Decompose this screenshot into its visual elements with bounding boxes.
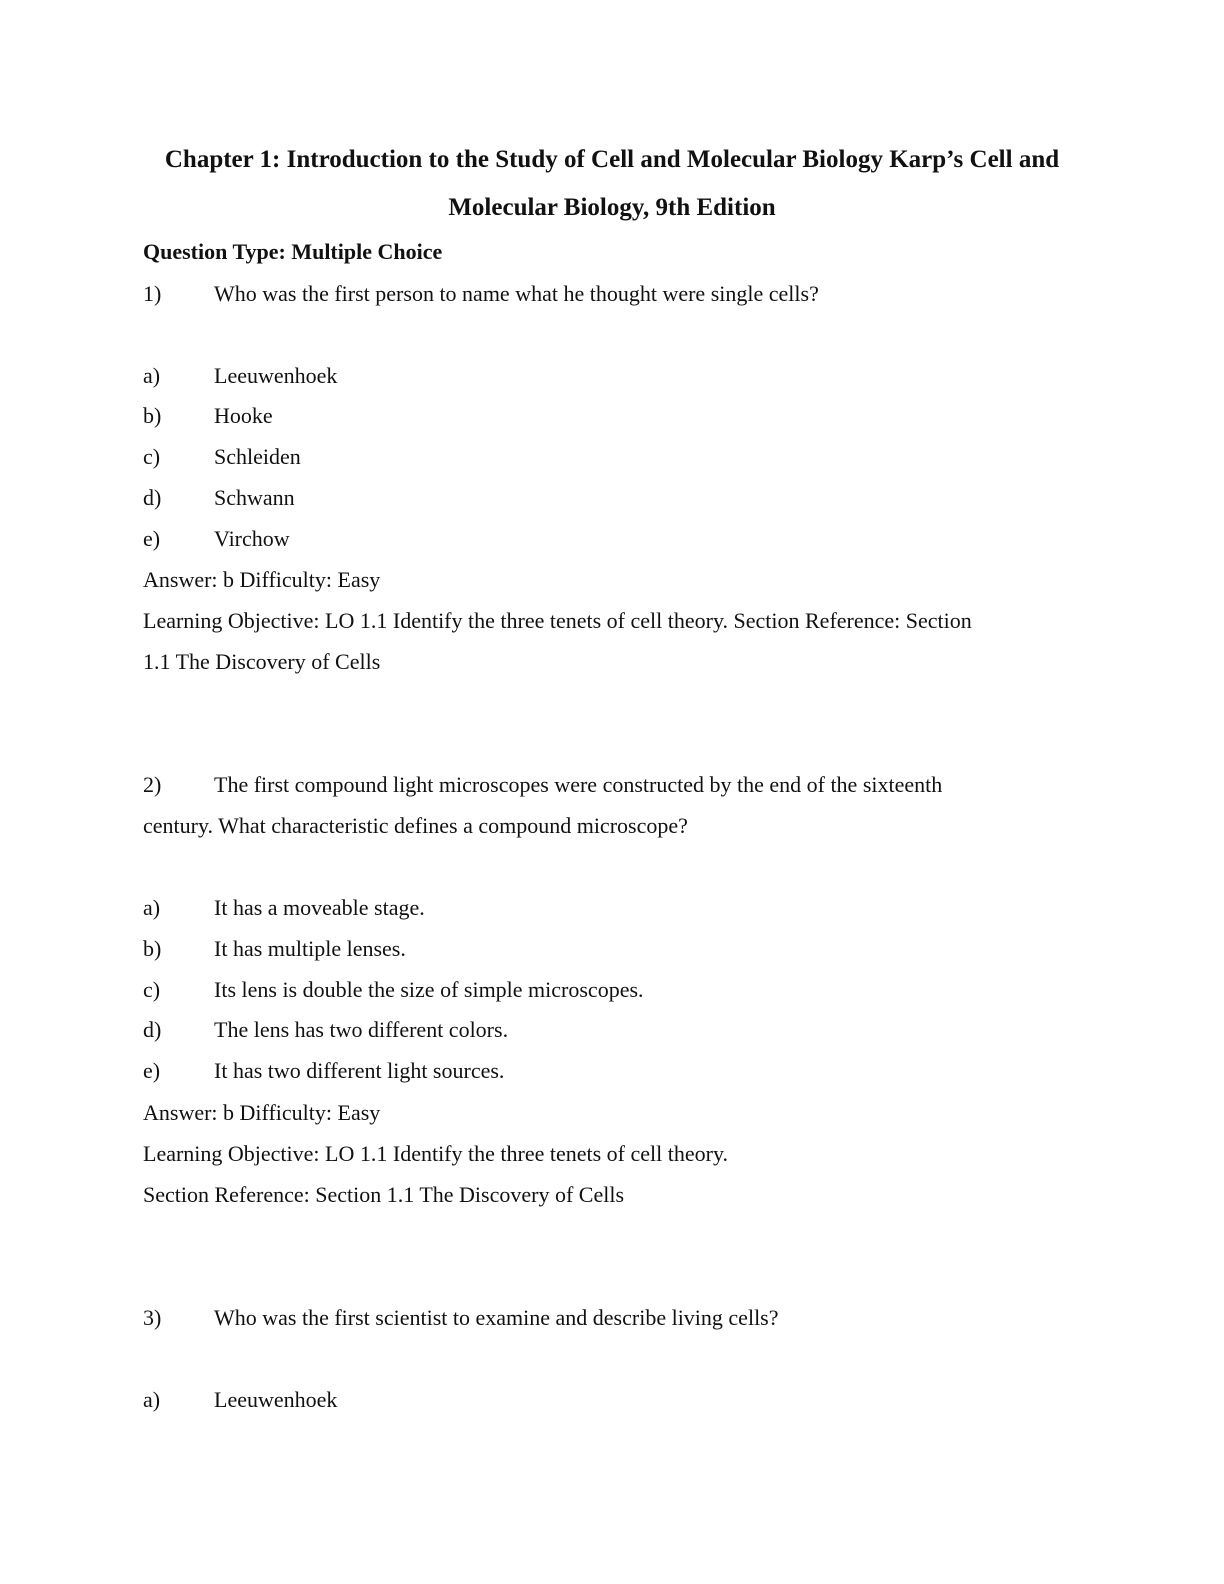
option-text: It has two different light sources.: [214, 1058, 505, 1083]
question-type-heading: Question Type: Multiple Choice: [143, 239, 443, 264]
option-text: Hooke: [214, 403, 273, 428]
objective-2: Learning Objective: LO 1.1 Identify the three tenets of cell theory.: [143, 1141, 729, 1166]
option-text: Virchow: [214, 526, 290, 551]
option-2e: [143, 1057, 504, 1085]
option-letter: e): [143, 526, 161, 551]
option-1b: [143, 402, 273, 430]
section-reference-2: Section Reference: Section 1.1 The Discovery of Cells: [143, 1182, 625, 1207]
option-2c: [143, 976, 644, 1004]
question-number: 2): [143, 772, 162, 797]
option-1d: [143, 484, 295, 512]
option-letter: a): [143, 1387, 161, 1412]
question-number: 3): [143, 1305, 162, 1330]
question-number: 1): [143, 281, 162, 306]
option-text: Leeuwenhoek: [214, 363, 338, 388]
document-title: Chapter 1: Introduction to the Study of Cell and Molecular Biology Karp’s Cell and Molecular Biology, 9th Edition: [164, 146, 1060, 221]
option-text: Schleiden: [214, 444, 301, 469]
question-2-line1: [143, 771, 942, 799]
option-text: Its lens is double the size of simple microscopes.: [214, 977, 644, 1002]
answer-1: Answer: b Difficulty: Easy: [143, 567, 381, 592]
option-text: Schwann: [214, 485, 295, 510]
option-text: It has a moveable stage.: [214, 895, 425, 920]
option-letter: e): [143, 1058, 161, 1083]
option-1a: [143, 362, 337, 390]
question-3: [143, 1304, 779, 1332]
option-letter: b): [143, 403, 162, 428]
option-1c: [143, 443, 301, 471]
option-letter: d): [143, 485, 162, 510]
option-letter: c): [143, 444, 161, 469]
answer-2: Answer: b Difficulty: Easy: [143, 1100, 381, 1125]
option-2b: [143, 935, 406, 963]
option-text: Leeuwenhoek: [214, 1387, 338, 1412]
objective-1-line2: 1.1 The Discovery of Cells: [143, 649, 381, 674]
option-letter: c): [143, 977, 161, 1002]
option-2d: [143, 1016, 508, 1044]
question-text: Who was the first person to name what he thought were single cells?: [214, 281, 819, 306]
option-letter: b): [143, 936, 162, 961]
objective-1-line1: Learning Objective: LO 1.1 Identify the three tenets of cell theory. Section Reference: Section: [143, 608, 972, 633]
question-1: [143, 280, 819, 308]
question-text: The first compound light microscopes were constructed by the end of the sixteenth: [214, 772, 943, 797]
option-text: It has multiple lenses.: [214, 936, 406, 961]
option-letter: a): [143, 363, 161, 388]
option-letter: d): [143, 1017, 162, 1042]
option-1e: [143, 525, 290, 553]
question-2-line2: century. What characteristic defines a compound microscope?: [143, 813, 688, 838]
question-text: Who was the first scientist to examine and describe living cells?: [214, 1305, 779, 1330]
option-3a: [143, 1386, 337, 1414]
option-2a: [143, 894, 425, 922]
option-letter: a): [143, 895, 161, 920]
option-text: The lens has two different colors.: [214, 1017, 509, 1042]
